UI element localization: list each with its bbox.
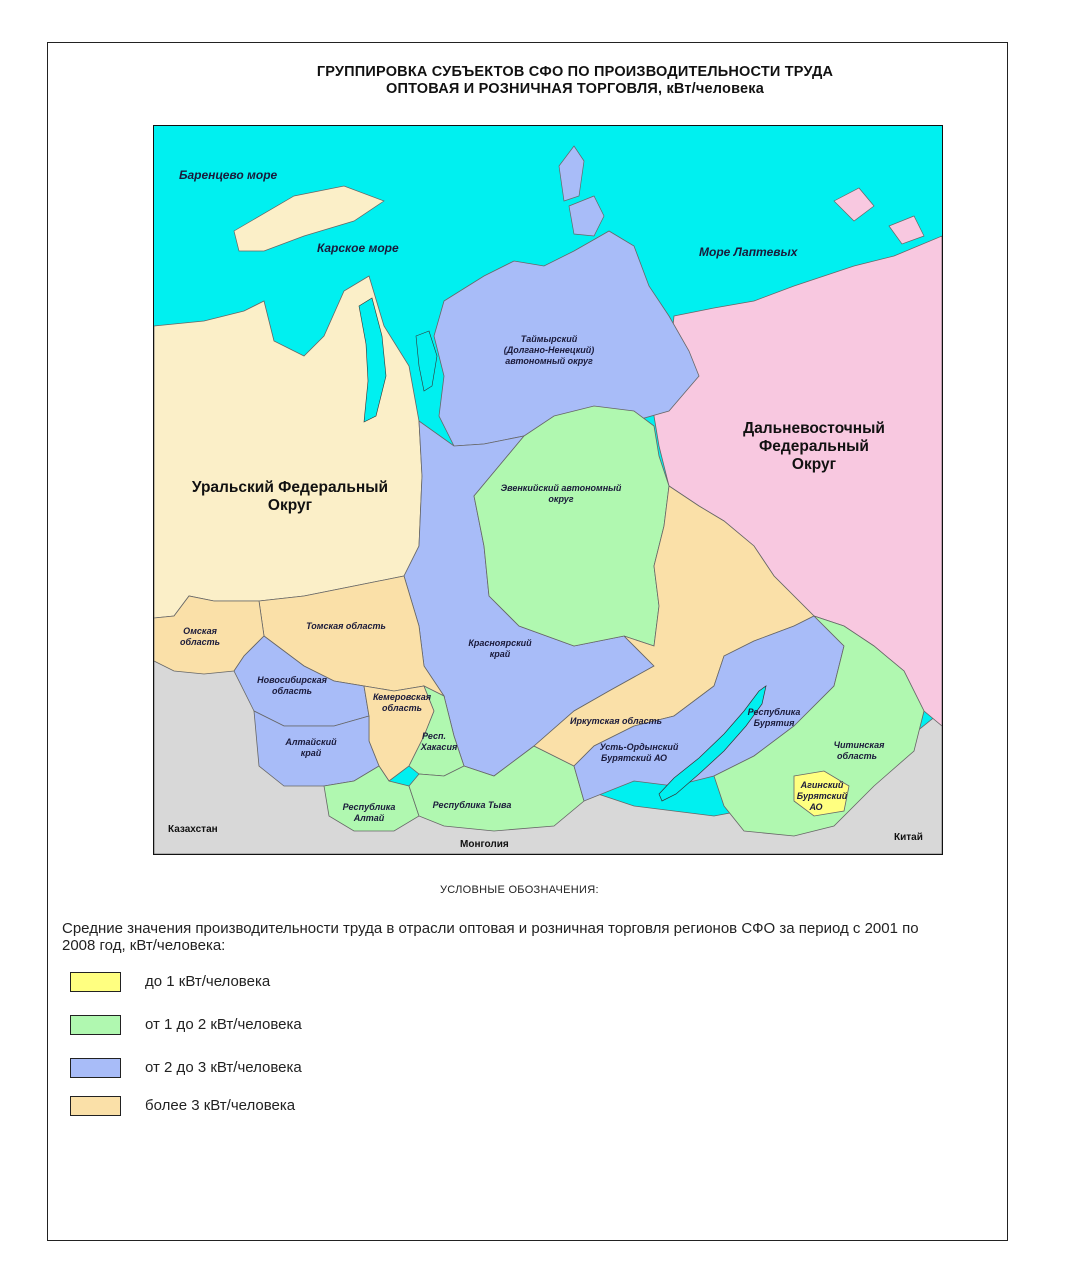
label-novosibirsk-2: область [272, 686, 312, 696]
label-khakassia-2: Хакасия [420, 742, 458, 752]
label-ust-orda-2: Бурятский АО [600, 753, 668, 763]
legend-description: Средние значения производительности труда в отрасли оптовая и розничная торговля регионов СФО за период с 2001 по 2008 год, кВт/человека: [62, 920, 919, 954]
label-laptev-sea: Море Лаптевых [699, 245, 798, 259]
map-title-line2: ОПТОВАЯ И РОЗНИЧНАЯ ТОРГОВЛЯ, кВт/человека [386, 81, 764, 97]
label-barents-sea: Баренцево море [179, 168, 278, 182]
legend-label-gt3: более 3 кВт/человека [145, 1097, 296, 1114]
label-aga-3: АО [809, 802, 823, 812]
label-ural-line1: Уральский Федеральный [191, 479, 389, 496]
label-krasnoyarsk-2: край [489, 649, 511, 659]
legend-label-1-2: от 1 до 2 кВт/человека [145, 1016, 302, 1033]
map-title-line1: ГРУППИРОВКА СУБЪЕКТОВ СФО ПО ПРОИЗВОДИТЕЛЬНОСТИ ТРУДА [316, 64, 834, 80]
label-kemerovo-2: область [382, 703, 422, 713]
label-ural-line2: Округ [267, 497, 313, 514]
label-kara-sea: Карское море [317, 241, 399, 255]
label-aga-2: Бурятский [796, 791, 848, 801]
label-far-east-line2: Федеральный [759, 438, 869, 455]
label-evenk-2: округ [548, 494, 574, 504]
legend-heading: УСЛОВНЫЕ ОБОЗНАЧЕНИЯ: [440, 884, 599, 896]
label-omsk-2: область [180, 637, 220, 647]
label-buryatia-1: Республика [747, 707, 801, 717]
label-far-east-line1: Дальневосточный [743, 420, 885, 437]
label-taymyr-2: (Долгано-Ненецкий) [503, 345, 595, 355]
label-altai-rep-2: Алтай [353, 813, 385, 823]
label-far-east-line3: Округ [791, 456, 837, 473]
legend-label-lt1: до 1 кВт/человека [145, 973, 271, 990]
label-kazakhstan: Казахстан [168, 824, 218, 835]
legend-swatch-2-3 [70, 1058, 121, 1078]
label-krasnoyarsk-1: Красноярский [468, 638, 532, 648]
label-altai-krai-1: Алтайский [285, 737, 337, 747]
legend-label-2-3: от 2 до 3 кВт/человека [145, 1059, 302, 1076]
label-altai-rep-1: Республика [342, 802, 396, 812]
label-omsk-1: Омская [183, 626, 217, 636]
label-tyva: Республика Тыва [432, 800, 512, 810]
legend-swatch-1-2 [70, 1015, 121, 1035]
label-novosibirsk-1: Новосибирская [257, 675, 327, 685]
label-evenk-1: Эвенкийский автономный [500, 483, 622, 493]
label-taymyr-3: автономный округ [505, 356, 593, 366]
label-chita-1: Читинская [833, 740, 885, 750]
label-mongolia: Монголия [460, 839, 509, 850]
siberia-map [154, 126, 942, 854]
label-khakassia-1: Респ. [421, 731, 447, 741]
label-kemerovo-1: Кемеровская [372, 692, 432, 702]
label-buryatia-2: Бурятия [753, 718, 795, 728]
label-china: Китай [894, 832, 923, 843]
label-aga-1: Агинский [800, 780, 844, 790]
label-ust-orda-1: Усть-Ордынский [599, 742, 679, 752]
legend-swatch-gt3 [70, 1096, 121, 1116]
label-altai-krai-2: край [300, 748, 322, 758]
label-tomsk: Томская область [306, 621, 386, 631]
label-chita-2: область [837, 751, 877, 761]
label-irkutsk: Иркутская область [570, 716, 662, 726]
label-taymyr-1: Таймырский [520, 334, 578, 344]
map-frame [153, 125, 943, 855]
legend-swatch-lt1 [70, 972, 121, 992]
